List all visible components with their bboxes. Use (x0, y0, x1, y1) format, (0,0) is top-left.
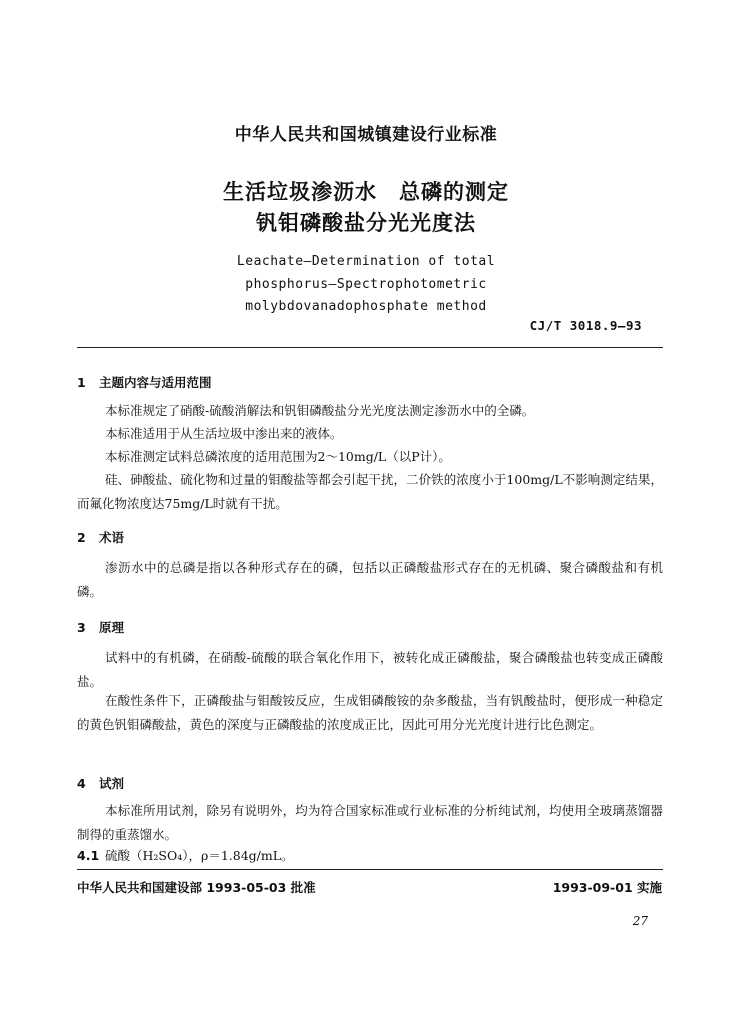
reagent-item-4-1 (77, 846, 294, 864)
implementation-line: 1993-09-01 实施 (552, 880, 662, 895)
section-number: 2 (77, 530, 86, 545)
english-title-line3: molybdovanadophosphate method (245, 299, 487, 314)
section-title: 原理 (99, 620, 125, 635)
section-1-paragraph-3: 本标准测定试料总磷浓度的适用范围为2～10mg/L（以P计）。 (105, 449, 451, 464)
item-text: 硫酸（H₂SO₄），ρ＝1.84g/mL。 (105, 848, 294, 863)
section-2-paragraph-1: 渗沥水中的总磷是指以各种形式存在的磷，包括以正磷酸盐形式存在的无机磷、聚合磷酸盐和有机磷。 (77, 560, 663, 599)
document-title-line2: 钒钼磷酸盐分光光度法 (256, 211, 476, 235)
section-2-heading (77, 528, 124, 546)
page-number: 27 (632, 914, 648, 928)
header-divider (77, 347, 663, 348)
standard-category: 中华人民共和国城镇建设行业标准 (234, 125, 498, 145)
section-3-paragraph-2: 在酸性条件下，正磷酸盐与钼酸铵反应，生成钼磷酸铵的杂多酸盐，当有钒酸盐时，便形成一种稳定的黄色钒钼磷酸盐，黄色的深度与正磷酸盐的浓度成正比，因此可用分光光度计进行比色测定。 (77, 693, 663, 732)
approval-line: 中华人民共和国建设部 1993-05-03 批准 (77, 880, 316, 895)
item-number: 4.1 (77, 848, 100, 863)
section-1-paragraph-4: 硅、砷酸盐、硫化物和过量的钼酸盐等都会引起干扰，二价铁的浓度小于100mg/L不影响测定结果，而氟化物浓度达75mg/L时就有干扰。 (77, 472, 663, 511)
section-number: 4 (77, 776, 86, 791)
section-number: 3 (77, 620, 86, 635)
section-title: 术语 (99, 530, 125, 545)
section-title: 主题内容与适用范围 (99, 375, 212, 390)
section-1-heading (77, 373, 212, 391)
section-3-paragraph-1: 试料中的有机磷，在硝酸-硫酸的联合氧化作用下，被转化成正磷酸盐，聚合磷酸盐也转变成正磷酸盐。 (77, 650, 663, 689)
footer-divider (77, 869, 663, 870)
section-number: 1 (77, 375, 86, 390)
section-4-paragraph-1: 本标准所用试剂，除另有说明外，均为符合国家标准或行业标准的分析纯试剂，均使用全玻璃蒸馏器制得的重蒸馏水。 (77, 803, 663, 842)
section-1-paragraph-2: 本标准适用于从生活垃圾中渗出来的液体。 (105, 426, 343, 441)
english-title-line1: Leachate—Determination of total (236, 254, 496, 269)
standard-number: CJ/T 3018.9—93 (529, 318, 642, 333)
english-title-line2: phosphorus—Spectrophotometric (245, 277, 487, 292)
section-1-paragraph-1: 本标准规定了硝酸-硫酸消解法和钒钼磷酸盐分光光度法测定渗沥水中的全磷。 (105, 403, 535, 418)
section-3-heading (77, 618, 124, 636)
section-4-heading (77, 774, 124, 792)
document-title-line1: 生活垃圾渗沥水 总磷的测定 (223, 180, 509, 204)
section-title: 试剂 (99, 776, 125, 791)
